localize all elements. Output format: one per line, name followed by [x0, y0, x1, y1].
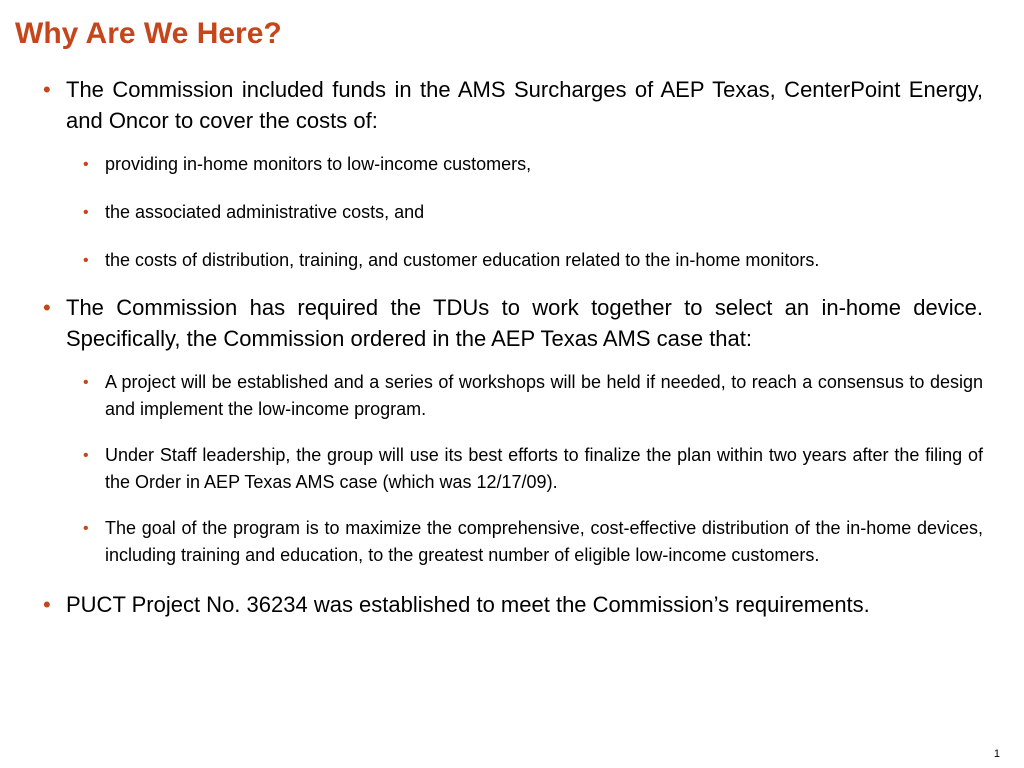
bullet-2 [40, 292, 983, 354]
bullet-marker: • [43, 295, 51, 320]
bullet-marker: • [43, 592, 51, 617]
bullet-marker: • [83, 252, 89, 269]
slide-content [40, 74, 983, 620]
sub-bullet-1-1 [40, 151, 983, 178]
sub-bullet-2-2 [40, 442, 983, 496]
bullet-1 [40, 74, 983, 136]
sub-bullet-1-3 [40, 247, 983, 274]
sub-bullet-text: A project will be established and a series of workshops will be held if needed, to reach a consensus to design and implement the low-income program. [105, 372, 983, 419]
sub-bullet-text: The goal of the program is to maximize the comprehensive, cost-effective distribution of the in-home devices, including training and education, to the greatest number of eligible low-income customers. [105, 518, 983, 565]
bullet-text: The Commission has required the TDUs to work together to select an in-home device. Specifically, the Commission ordered in the AEP Texas AMS case that: [66, 295, 983, 351]
sub-bullet-2-1 [40, 369, 983, 423]
bullet-marker: • [83, 156, 89, 173]
slide-title: Why Are We Here? [15, 17, 282, 50]
bullet-text: PUCT Project No. 36234 was established to meet the Commission’s requirements. [66, 592, 870, 617]
sub-bullet-1-2 [40, 199, 983, 226]
bullet-3 [40, 589, 983, 620]
bullet-marker: • [83, 204, 89, 221]
bullet-text: The Commission included funds in the AMS Surcharges of AEP Texas, CenterPoint Energy, and Oncor to cover the costs of: [66, 77, 983, 133]
sub-bullet-text: Under Staff leadership, the group will use its best efforts to finalize the plan within two years after the filing of the Order in AEP Texas AMS case (which was 12/17/09). [105, 445, 983, 492]
sub-bullet-2-3 [40, 515, 983, 569]
bullet-marker: • [83, 520, 89, 537]
sub-bullet-text: the costs of distribution, training, and customer education related to the in-home monitors. [105, 250, 820, 270]
bullet-marker: • [83, 374, 89, 391]
bullet-marker: • [83, 447, 89, 464]
bullet-marker: • [43, 77, 51, 102]
sub-bullet-text: the associated administrative costs, and [105, 202, 425, 222]
page-number: 1 [993, 748, 1000, 760]
sub-bullet-text: providing in-home monitors to low-income customers, [105, 154, 532, 174]
